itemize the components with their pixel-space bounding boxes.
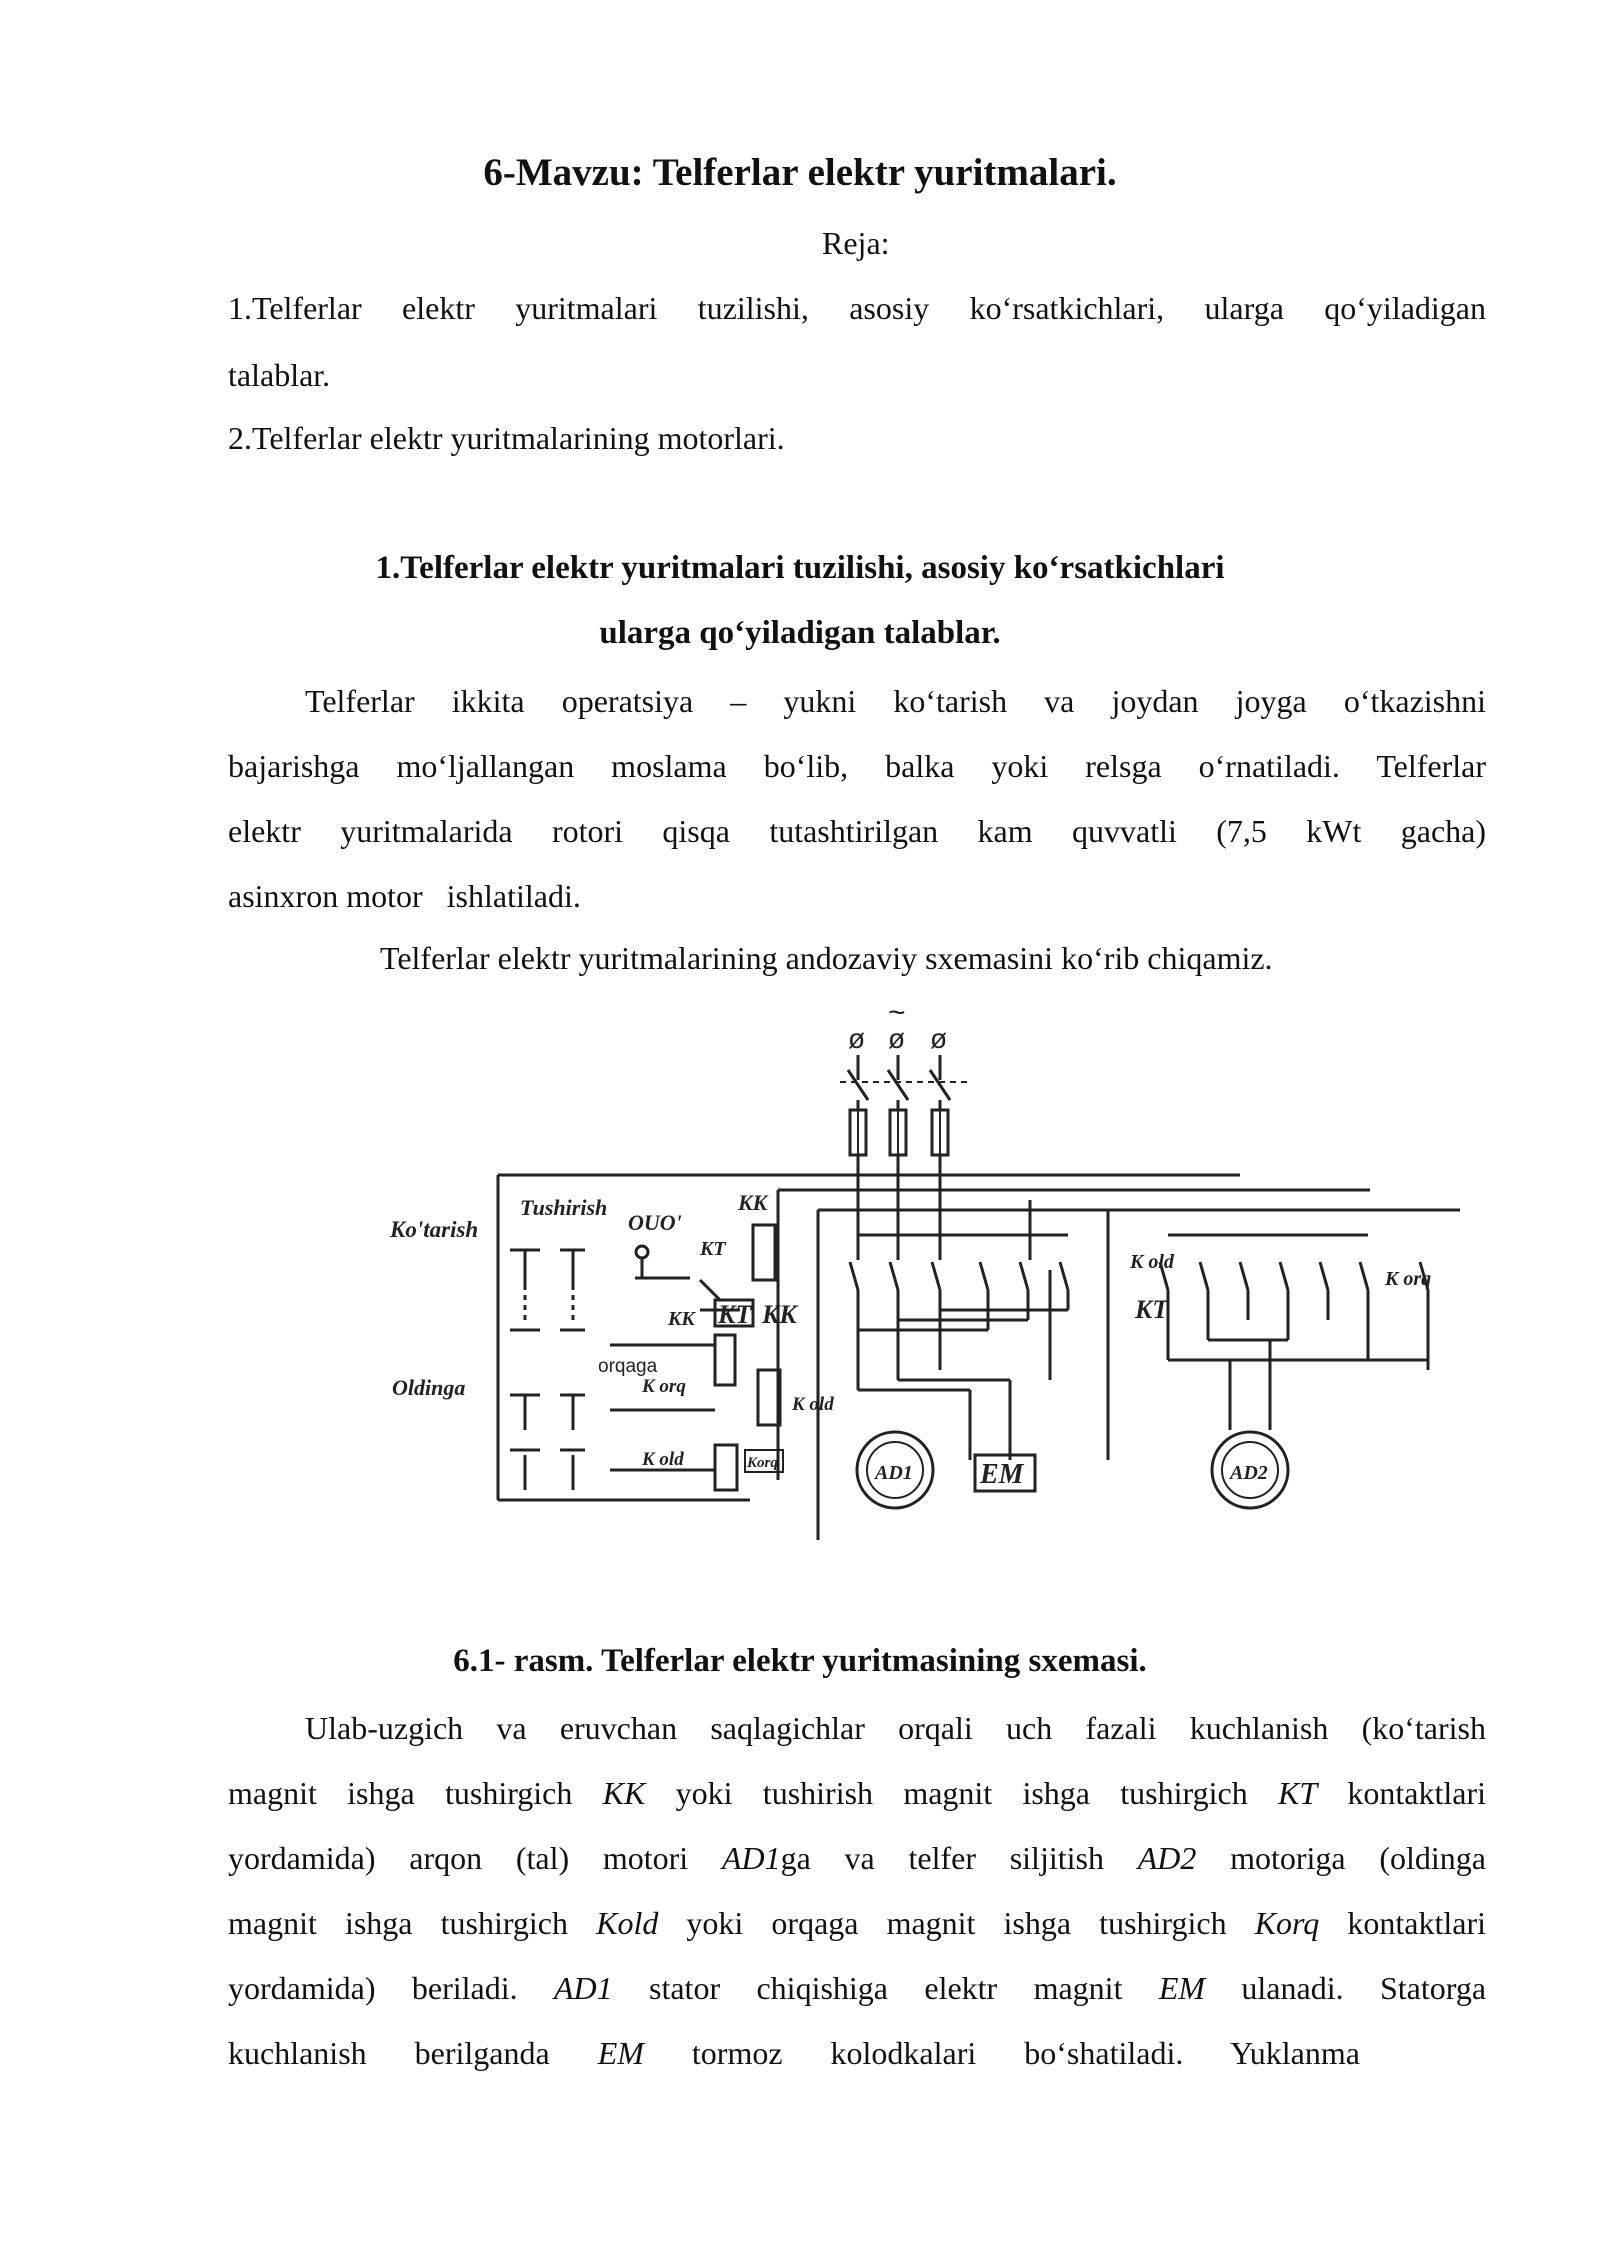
paragraph1-line-1: Telferlar ikkita operatsiya – yukni ko‘tarish va joydan joyga o‘tkazishni: [305, 683, 1486, 719]
plan-item-1-line-1: 1.Telferlar elektr yuritmalari tuzilishi, asosiy ko‘rsatkichlari, ularga qo‘yiladigan: [228, 290, 1486, 326]
term-kk: KK: [602, 1775, 646, 1811]
label-tushirish: Tushirish: [520, 1195, 608, 1220]
kt-coil: [715, 1335, 735, 1385]
label-kt-right: KT: [1135, 1295, 1169, 1324]
label-kold-right: K old: [1130, 1251, 1174, 1273]
paragraph3-line-5: yordamida) beriladi. AD1 stator chiqishiga elektr magnit EM ulanadi. Statorga: [228, 1970, 1487, 2006]
label-kt-coil: KT: [700, 1238, 726, 1260]
main-switch: [840, 1055, 970, 1110]
plan-item-2: 2.Telferlar elektr yuritmalarining motorlari.: [228, 420, 785, 456]
term-kold: Kold: [596, 1905, 659, 1941]
fuses: [850, 1110, 948, 1155]
label-kk-top: KK: [738, 1190, 768, 1215]
plan-heading: Reja:: [822, 225, 890, 261]
label-em: EM: [980, 1459, 1024, 1490]
label-kt-box: KT: [718, 1300, 752, 1329]
term-kt: KT: [1277, 1775, 1318, 1811]
label-kotarish: Ko'tarish: [390, 1217, 479, 1242]
paragraph3-line-6: kuchlanish berilganda EM tormoz kolodkalari bo‘shatiladi. Yuklanma: [228, 2035, 1360, 2071]
power-contacts-ad1: [850, 1175, 1068, 1460]
term-ad1: AD1: [721, 1840, 781, 1876]
label-kold-contact: K old: [642, 1449, 684, 1470]
paragraph3-line-3: yordamida) arqon (tal) motori AD1ga va telfer siljitish AD2 motoriga (oldinga: [228, 1840, 1487, 1876]
label-korq-right: K orq: [1385, 1268, 1432, 1290]
paragraph3-line-2: magnit ishga tushirgich KK yoki tushirish magnit ishga tushirgich KT kontaktlari: [228, 1775, 1487, 1811]
label-ouo: OUO': [628, 1210, 682, 1235]
korq-coil: [715, 1445, 737, 1490]
section-heading-line-2: ularga qo‘yiladigan talablar.: [599, 615, 1001, 651]
term-ad1-b: AD1: [553, 1970, 613, 2006]
paragraph3-line-4: magnit ishga tushirgich Kold yoki orqaga magnit ishga tushirgich Korq kontaktlari: [228, 1905, 1487, 1941]
label-kold-coil: K old: [792, 1394, 834, 1415]
label-korq-box: Korq: [747, 1455, 778, 1471]
kk-coil: [753, 1225, 775, 1280]
paragraph1-line-3: elektr yuritmalarida rotori qisqa tutashtirilgan kam quvvatli (7,5 kWt gacha): [228, 813, 1486, 849]
label-oldinga: Oldinga: [392, 1375, 466, 1400]
phase-symbol-3: ø: [930, 1023, 948, 1054]
term-em: EM: [1158, 1970, 1206, 2006]
power-contacts-ad2: [1030, 1200, 1460, 1460]
label-korq-contact: K orq: [642, 1376, 686, 1397]
circuit-diagram: [370, 1000, 1480, 1560]
term-korq: Korq: [1254, 1905, 1320, 1941]
page-title: 6-Mavzu: Telferlar elektr yuritmalari.: [483, 151, 1117, 194]
term-ad2: AD2: [1137, 1840, 1197, 1876]
phase-symbol-2: ø: [888, 1023, 906, 1054]
label-ad1: AD1: [875, 1462, 913, 1484]
term-em-b: EM: [597, 2035, 644, 2071]
label-orqaga: orqaga: [598, 1356, 658, 1377]
label-ad2: AD2: [1230, 1462, 1268, 1484]
label-kk-box: KK: [762, 1300, 797, 1329]
paragraph3-line-1: Ulab-uzgich va eruvchan saqlagichlar orqali uch fazali kuchlanish (ko‘tarish: [305, 1710, 1486, 1746]
figure-caption: 6.1- rasm. Telferlar elektr yuritmasining sxemasi.: [453, 1643, 1147, 1679]
ac-symbol: ~: [888, 1000, 906, 1029]
label-kk-contact: KK: [668, 1308, 695, 1330]
paragraph2: Telferlar elektr yuritmalarining andozaviy sxemasini ko‘rib chiqamiz.: [380, 940, 1273, 976]
paragraph1-line-2: bajarishga mo‘ljallangan moslama bo‘lib, balka yoki relsga o‘rnatiladi. Telferlar: [228, 748, 1486, 784]
phase-symbol-1: ø: [848, 1023, 866, 1054]
plan-item-1-line-2: talablar.: [228, 357, 331, 393]
section-heading-line-1: 1.Telferlar elektr yuritmalari tuzilishi, asosiy ko‘rsatkichlari: [375, 550, 1225, 586]
paragraph1-line-4: asinxron motor ishlatiladi.: [228, 878, 581, 914]
